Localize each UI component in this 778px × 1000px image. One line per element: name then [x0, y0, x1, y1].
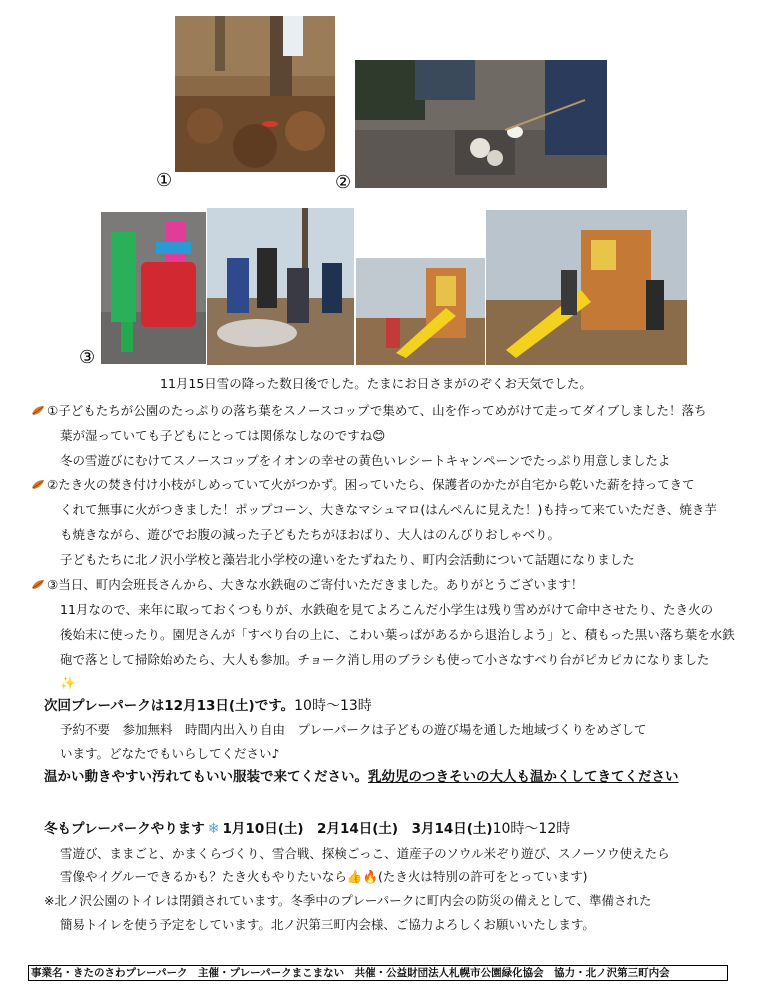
winter-text-2a: 雪像やイグルーできるかも？たき火もやりたいなら — [60, 869, 347, 884]
photo-leaves-pile — [175, 16, 335, 172]
item3-line4: 砲で落として掃除始めたら、大人も参加。チョーク消し用のブラシも使って小さなすべり台がピカピカになりました — [60, 652, 710, 667]
next-event — [44, 697, 372, 715]
item2-text-1: ②たき火の焚き付け小枝がしめっていて火がつかず。困っていたら、保護者のかたが自宅から乾いた薪を持ってきて — [47, 477, 695, 492]
photo-label-3: ③ — [79, 347, 96, 368]
leaf-bullet-icon — [31, 479, 45, 490]
item1-line3: 冬の雪遊びにむけてスノースコップをイオンの幸せの黄色いレシートキャンペーンでたっぷり用意しましたよ — [60, 453, 671, 468]
sparkle-icon: ✨ — [60, 675, 76, 690]
item2-line3: も焼きながら、遊びでお腹の減った子どもたちがほおばり、大人はのんびりおしゃべり。 — [60, 527, 561, 542]
intro-text: 11月15日雪の降った数日後でした。たまにお日さまがのぞくお天気でした。 — [160, 376, 592, 391]
next-line1: 予約不要 参加無料 時間内出入り自由 プレーパークは子どもの遊び場を通した地域づくりをめざして — [60, 722, 647, 737]
leaf-bullet-icon — [31, 405, 45, 416]
winter-title: 冬もプレーパークやります — [44, 821, 205, 837]
item3-line1 — [31, 577, 583, 593]
winter-dates: 1月10日(土) 2月14日(土) 3月14日(土) — [222, 821, 493, 837]
next-event-title: 次回プレーパークは12月13日(土)です。 — [44, 698, 295, 714]
item2-line4: 子どもたちに北ノ沢小学校と藻岩北小学校の違いをたずねたり、町内会活動について話題になりました — [60, 552, 635, 567]
item1-line2: 葉が湿っていても子どもにとっては関係なしなのですね😊 — [60, 428, 386, 443]
photo-label-2: ② — [335, 172, 352, 193]
item3-line2: 11月なので、来年に取っておくつもりが、水鉄砲を見てよろこんだ小学生は残り雪めがけて命中させたり、たき火の — [60, 602, 714, 617]
next-line2: います。どなたでもいらしてください♪ — [60, 746, 280, 761]
item1-text-1: ①子どもたちが公園のたっぷりの落ち葉をスノースコップで集めて、山を作ってめがけて走ってダイブしました！落ち — [47, 403, 707, 418]
item2-line1 — [31, 477, 695, 493]
fire-icon: 🔥 — [362, 869, 379, 884]
winter-text-2b: (たき火は特別の許可をとっています) — [378, 869, 588, 884]
footer-credits: 事業名・きたのさわプレーパーク 主催・プレーパークまこまない 共催・公益財団法人札幌市公園緑化協会 協力・北ノ沢第三町内会 — [28, 965, 728, 981]
toilet-note-1: ※北ノ沢公園のトイレは閉鎖されています。冬季中のプレーパークに町内会の防災の備えとして、準備された — [44, 893, 652, 908]
winter-time: 10時～12時 — [492, 821, 571, 837]
clothing-note-1: 温かい動きやすい汚れてもいい服装で来てください。 — [44, 769, 368, 785]
photo-label-1: ① — [156, 170, 173, 191]
toilet-note-2: 簡易トイレを使う予定をしています。北ノ沢第三町内会様、ご協力よろしくお願いいたします。 — [60, 917, 595, 932]
item3-text-1: ③当日、町内会班長さんから、大きな水鉄砲のご寄付いただきました。ありがとうございます！ — [47, 577, 584, 592]
clothing-note-2: 乳幼児のつきそいの大人も温かくしてきてください — [368, 769, 679, 785]
snowflake-icon: ❄ — [207, 821, 220, 837]
item1-line1 — [31, 403, 706, 419]
winter-line1: 雪遊び、ままごと、かまくらづくり、雪合戦、探検ごっこ、道産子のソウル米ぞり遊び、スノーソウ使えたら — [60, 846, 670, 861]
leaf-bullet-icon — [31, 579, 45, 590]
photo-playground-slide — [486, 210, 687, 365]
item2-line2: くれて無事に火がつきました！ポップコーン、大きなマシュマロ(はんぺんに見えた！)も持って来ていただき、焼き芋 — [60, 502, 717, 517]
photo-adults-water-gun — [207, 208, 354, 365]
item3-line3: 後始末に使ったり。園児さんが「すべり台の上に、こわい葉っぱがあるから退治しよう」と、積もった黒い落ち葉を水鉄 — [60, 627, 735, 642]
next-event-time: 10時～13時 — [294, 698, 372, 714]
thumbs-up-icon: 👍 — [346, 869, 363, 884]
photo-campfire-marshmallows — [355, 60, 607, 188]
winter-line2 — [60, 869, 588, 885]
winter-event — [44, 820, 570, 838]
photo-water-guns-bag — [101, 212, 206, 364]
clothing-note — [44, 769, 679, 785]
photo-small-slide — [356, 258, 485, 365]
